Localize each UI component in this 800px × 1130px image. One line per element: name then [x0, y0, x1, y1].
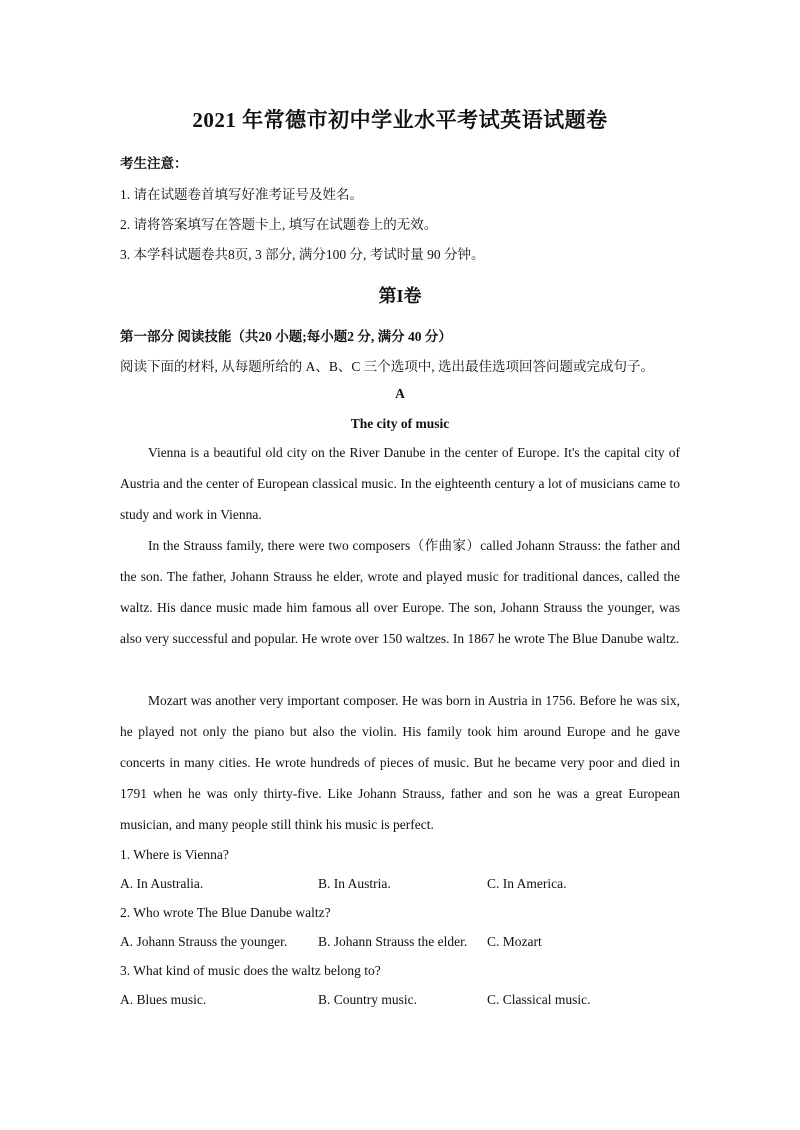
part-instruction: 阅读下面的材料, 从每题所给的 A、B、C 三个选项中, 选出最佳选项回答问题或完成句子。 [120, 359, 655, 374]
option-c: C. In America. [487, 876, 567, 891]
notice-heading: 考生注意： [120, 156, 188, 171]
question-text: 3. What kind of music does the waltz belong to? [120, 963, 381, 978]
option-b: B. Country music. [318, 992, 418, 1007]
question-text: 1. Where is Vienna? [120, 847, 229, 862]
volume-heading: 第I卷 [378, 286, 422, 306]
notice-item: 2. 请将答案填写在答题卡上, 填写在试题卷上的无效。 [120, 217, 438, 232]
passage-label: A [395, 386, 405, 401]
notice-item: 1. 请在试题卷首填写好准考证号及姓名。 [120, 187, 363, 202]
option-c: C. Classical music. [487, 992, 591, 1007]
passage-paragraph: Mozart was another very important composer. He was born in Austria in 1756. Before he was six, he played not only the piano but also the violin. His family took him around Europe and he gave concerts in many cities. He wrote hundreds of pieces of music. But he became very poor and died in 1791 when he was only thirty-five. Like Johann Strauss, father and son he was a great European musician, and many people still think his music is perfect. [120, 693, 680, 832]
passage-paragraph: Vienna is a beautiful old city on the River Danube in the center of Europe. It's the capital city of Austria and the center of European classical music. In the eighteenth century a lot of musicians came to study and work in Vienna. [120, 445, 680, 522]
passage-paragraph: In the Strauss family, there were two composers（作曲家）called Johann Strauss: the father and the son. The father, Johann Strauss he elder, wrote and played music for traditional dances, called the waltz. His dance music made him famous all over Europe. The son, Johann Strauss the younger, was also very successful and popular. He wrote over 150 waltzes. In 1867 he wrote The Blue Danube waltz. [120, 538, 680, 646]
option-a: A. In Australia. [120, 876, 204, 891]
option-b: B. Johann Strauss the elder. [318, 934, 468, 949]
option-a: A. Johann Strauss the younger. [120, 934, 288, 949]
exam-title: 2021 年常德市初中学业水平考试英语试题卷 [192, 108, 608, 132]
passage-title: The city of music [350, 416, 450, 431]
part-heading: 第一部分 阅读技能（共20 小题;每小题2 分, 满分 40 分） [120, 329, 452, 344]
option-c: C. Mozart [487, 934, 542, 949]
option-a: A. Blues music. [120, 992, 207, 1007]
notice-item: 3. 本学科试题卷共8页, 3 部分, 满分100 分, 考试时量 90 分钟。 [120, 247, 485, 262]
question-text: 2. Who wrote The Blue Danube waltz? [120, 905, 331, 920]
option-b: B. In Austria. [318, 876, 391, 891]
